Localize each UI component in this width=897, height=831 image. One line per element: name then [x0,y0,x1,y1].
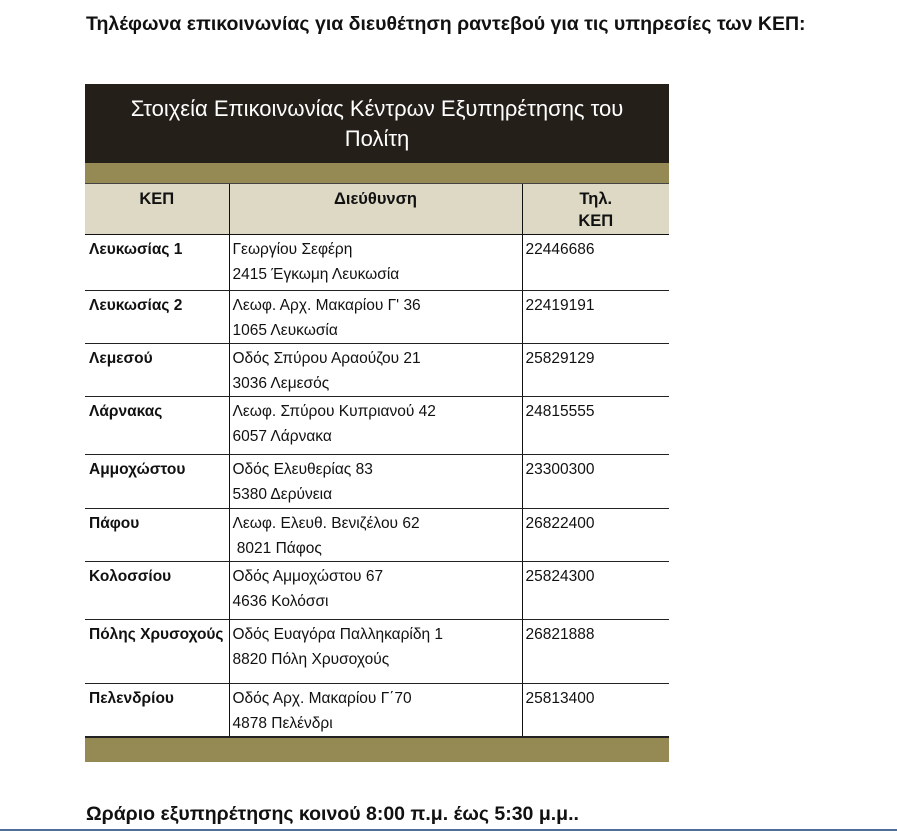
kep-phone: 22446686 [522,235,669,291]
address-city: 3036 Λεμεσός [232,375,330,392]
kep-address [229,509,522,562]
table-title-band [85,163,669,183]
table-footer-band [85,737,669,762]
table-row [85,455,669,509]
address-street: Λεωφ. Σπύρου Κυπριανού 42 [232,403,436,420]
kep-address [229,562,522,620]
address-city: 2415 Έγκωμη Λευκωσία [232,266,400,283]
address-street: Οδός Ευαγόρα Παλληκαρίδη 1 [232,626,444,643]
kep-phone: 22419191 [522,291,669,344]
table-row [85,344,669,397]
address-street: Οδός Ελευθερίας 83 [232,461,373,478]
kep-name: Πόλης Χρυσοχούς [85,620,229,684]
kep-phone: 24815555 [522,397,669,455]
kep-phone: 25829129 [522,344,669,397]
kep-address [229,344,522,397]
address-street: Οδός Αρχ. Μακαρίου Γ΄70 [232,690,412,707]
header-phone-line2: ΚΕΠ [578,212,614,230]
table-header-row [85,184,669,235]
address-street: Λεωφ. Ελευθ. Βενιζέλου 62 [232,515,420,532]
address-city: 4878 Πελένδρι [232,715,333,732]
address-street: Οδός Αμμοχώστου 67 [232,568,384,585]
kep-table [85,183,669,737]
kep-phone: 23300300 [522,455,669,509]
intro-paragraph: Τηλέφωνα επικοινωνίας για διευθέτηση ραντεβού για τις υπηρεσίες των ΚΕΠ: [86,13,806,35]
kep-name: Πελενδρίου [85,684,229,737]
table-row [85,235,669,291]
address-street: Γεωργίου Σεφέρη [232,241,353,258]
kep-name: Λάρνακας [85,397,229,455]
kep-name: Κολοσσίου [85,562,229,620]
address-city: 4636 Κολόσσι [232,593,329,610]
address-city: 1065 Λευκωσία [232,322,338,339]
table-row [85,620,669,684]
kep-phone: 26822400 [522,509,669,562]
kep-name: Λευκωσίας 2 [85,291,229,344]
address-city: 5380 Δερύνεια [232,486,333,503]
address-street: Λεωφ. Αρχ. Μακαρίου Γ' 36 [232,297,421,314]
header-address: Διεύθυνση [229,184,522,235]
table-title: Στοιχεία Επικοινωνίας Κέντρων Εξυπηρέτησης του Πολίτη [85,84,669,163]
table-row [85,684,669,737]
kep-phone: 25824300 [522,562,669,620]
kep-address [229,235,522,291]
kep-address [229,455,522,509]
header-kep: ΚΕΠ [85,184,229,235]
kep-name: Λεμεσού [85,344,229,397]
kep-address [229,397,522,455]
table-row [85,291,669,344]
kep-name: Λευκωσίας 1 [85,235,229,291]
address-city: 8820 Πόλη Χρυσοχούς [232,651,390,668]
kep-address [229,291,522,344]
address-street: Οδός Σπύρου Αραούζου 21 [232,350,421,367]
kep-contacts-table [85,84,669,762]
kep-address [229,684,522,737]
kep-phone: 25813400 [522,684,669,737]
opening-hours: Ωράριο εξυπηρέτησης κοινού 8:00 π.μ. έως 5:30 μ.μ.. [86,803,579,825]
address-city: 8021 Πάφος [232,540,322,557]
header-phone-line1: Τηλ. [579,190,613,208]
address-city: 6057 Λάρνακα [232,428,332,445]
table-row [85,509,669,562]
header-phone [522,184,669,235]
table-row [85,397,669,455]
table-row [85,562,669,620]
kep-phone: 26821888 [522,620,669,684]
kep-address [229,620,522,684]
kep-name: Πάφου [85,509,229,562]
kep-name: Αμμοχώστου [85,455,229,509]
